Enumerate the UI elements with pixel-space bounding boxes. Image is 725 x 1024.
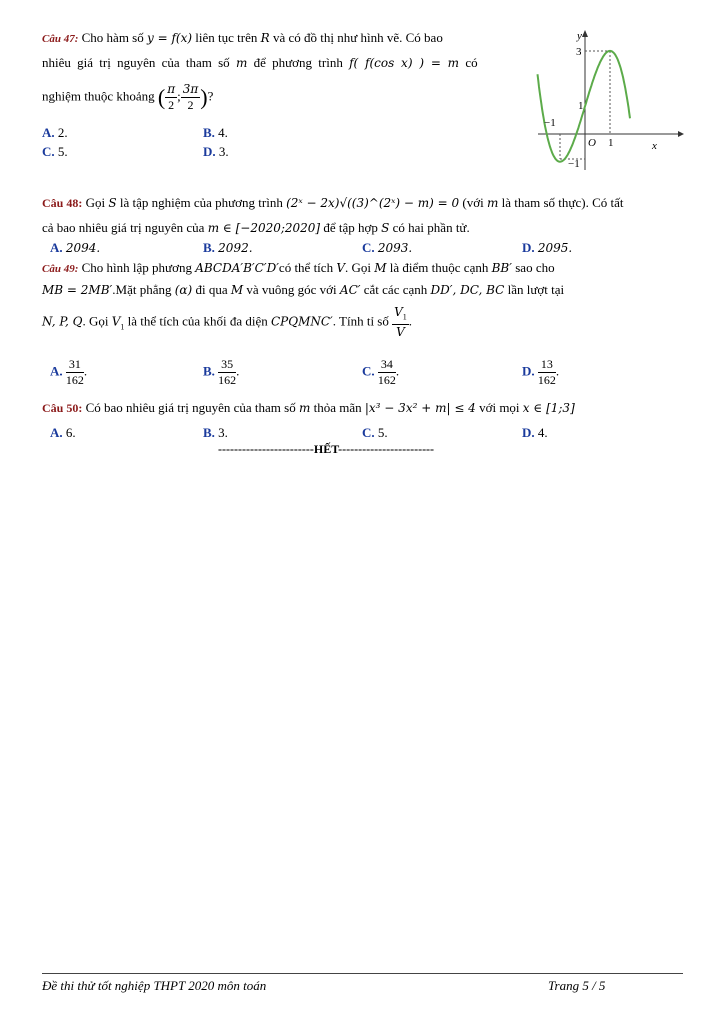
q47-line1: [42, 30, 443, 46]
q49-line2: MB = 2MB′.Mặt phẳng (α) đi qua M và vuông góc với AC′ cắt các cạnh DD′, DC, BC lần lượt tại: [42, 282, 565, 297]
q50-option-b: B. 3.: [203, 425, 228, 440]
q47-line2: [42, 55, 478, 71]
tick-3: 3: [576, 46, 582, 58]
q49-option-c: C. $\frac{34}{162}$ .: [362, 357, 400, 387]
q49-option-a: A. $\frac{31}{162}$ .: [50, 357, 88, 387]
q47-line3: nghiệm thuộc khoảng ( $\frac{\pi}{2}$ ; $\frac{3\pi}{2}$ )?: [42, 82, 214, 112]
q49-line1: Câu 49: Cho hình lập phương ABCDA′B′C′D′có thể tích V. Gọi M là điểm thuộc cạnh BB′ sao cho: [42, 260, 555, 275]
q47-option-a: A. 2.: [42, 125, 68, 140]
end-marker: ------------------------HẾT------------------------: [218, 442, 435, 456]
q48-option-a: A. 2094.: [50, 240, 101, 255]
q49-option-d: D. $\frac{13}{162}$ .: [522, 357, 560, 387]
q47-option-b: B. 4.: [203, 125, 228, 140]
footer-title: Đề thi thử tốt nghiệp THPT 2020 môn toán: [42, 978, 267, 993]
q48-range: m ∈ [−2020;2020]: [207, 221, 321, 235]
q49-cube: ABCDA′B′C′D′: [195, 261, 279, 275]
q50-line1: Câu 50: Có bao nhiêu giá trị nguyên của tham số m thỏa mãn |x³ − 3x² + m| ≤ 4 với mọi x ∈ [1;3]: [42, 400, 575, 415]
q47-option-c: C. 5.: [42, 144, 68, 159]
q48-label: Câu 48:: [42, 196, 83, 210]
q47-text: có: [465, 55, 478, 70]
q50-option-c: C. 5.: [362, 425, 388, 440]
origin-label: O: [588, 137, 596, 149]
function-curve: [538, 51, 631, 162]
q47-graph: [528, 25, 688, 175]
x-axis-arrow: [678, 131, 684, 137]
q47-text: Cho hàm số: [81, 30, 144, 45]
q47-text: để phương trình: [253, 55, 343, 70]
q49-option-b: B. $\frac{35}{162}$ .: [203, 357, 240, 387]
q49-ratio-frac: $\frac{V_1}{V}$: [394, 305, 407, 340]
q48-line2: cả bao nhiêu giá trị nguyên của m ∈ [−2020;2020] để tập hợp S có hai phần tử.: [42, 220, 470, 235]
q49-label: Câu 49:: [42, 263, 79, 275]
q50-option-d: D. 4.: [522, 425, 548, 440]
q48-option-b: B. 2092.: [203, 240, 253, 255]
q47-set-R: R: [260, 31, 270, 45]
tick-m1y: −1: [568, 158, 580, 170]
q50-inequality: |x³ − 3x² + m| ≤ 4: [364, 401, 476, 415]
x-axis-label: x: [652, 140, 657, 152]
q48-option-c: C. 2093.: [362, 240, 413, 255]
q47-label: Câu 47:: [42, 33, 79, 45]
q49-ratio: MB = 2MB′: [42, 283, 113, 297]
q47-function: y = f(x): [147, 31, 193, 45]
q47-param-m: m: [235, 56, 248, 70]
q47-text: nhiêu giá trị nguyên của tham số: [42, 55, 230, 70]
q48-option-d: D. 2095.: [522, 240, 573, 255]
tick-m1x: −1: [544, 117, 556, 129]
q49-solid: CPQMNC′: [270, 314, 333, 329]
y-axis-label: y: [577, 30, 582, 42]
q48-line1: Câu 48: Gọi S là tập nghiệm của phương trình (2ˣ − 2x)√((3)^(2ˣ) − m) = 0 (với m là tham số thực). Có tất: [42, 195, 624, 210]
tick-1x: 1: [608, 137, 614, 149]
q48-equation: (2ˣ − 2x)√((3)^(2ˣ) − m) = 0: [286, 196, 460, 210]
tick-1y: 1: [578, 100, 584, 112]
q49-line3: N, P, Q. Gọi $V_1$ là thể tích của khối đa diện CPQMNC′. Tính tỉ số $\frac{V_1}{V}$ .: [42, 305, 413, 340]
q50-label: Câu 50:: [42, 401, 83, 415]
y-axis-arrow: [582, 30, 588, 37]
q50-option-a: A. 6.: [50, 425, 76, 440]
footer-rule: [42, 973, 683, 974]
footer-page: Trang 5 / 5: [548, 978, 606, 993]
q47-text: và có đồ thị như hình vẽ. Có bao: [272, 30, 443, 45]
q47-option-d: D. 3.: [203, 144, 229, 159]
q47-frac-pi-2: $\frac{\pi}{2}$: [167, 82, 176, 112]
q47-equation: f( f(cos x) ) = m: [349, 56, 460, 70]
q48-set-S: S: [108, 196, 117, 210]
q47-text: nghiệm thuộc khoảng: [42, 88, 155, 104]
q47-frac-3pi-2: $\frac{3\pi}{2}$: [182, 82, 199, 112]
q47-text: liên tục trên: [195, 30, 258, 45]
